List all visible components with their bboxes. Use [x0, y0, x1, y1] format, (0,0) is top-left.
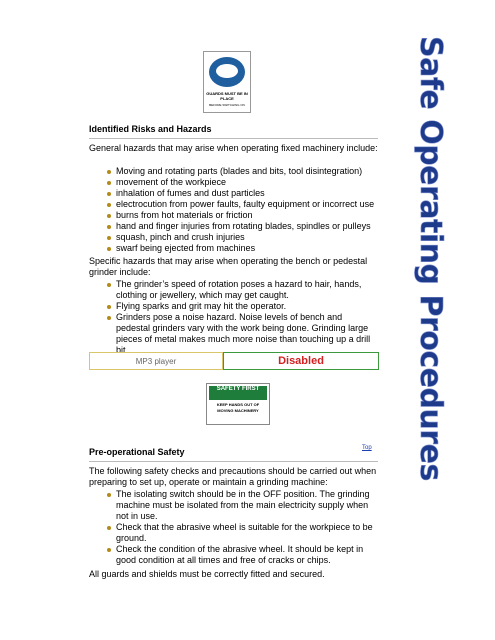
list-item: Grinders pose a noise hazard. Noise levels of bench and pedestal grinders vary with the work being done. Grinding large pieces of metal makes much more noise than touching up a drill bit. [105, 312, 378, 356]
list-item: electrocution from power faults, faulty equipment or incorrect use [105, 199, 378, 210]
guards-footer-text: All guards and shields must be correctly fitted and secured. [89, 569, 325, 579]
list-item: swarf being ejected from machines [105, 243, 378, 254]
list-item: squash, pinch and crush injuries [105, 232, 378, 243]
guard-pictogram-inner [216, 64, 238, 78]
divider [89, 461, 378, 462]
grinder-hazards-intro: Specific hazards that may arise when operating the bench or pedestal grinder include: [89, 256, 368, 277]
safety-sign-text: KEEP HANDS OUT OF MOVING MACHINERY [216, 402, 260, 413]
grinder-hazards-list [105, 279, 378, 356]
list-item: inhalation of fumes and dust particles [105, 188, 378, 199]
guards-sign-image [203, 51, 251, 113]
list-item: movement of the workpiece [105, 177, 378, 188]
section-heading-pre-operational: Pre-operational Safety [89, 447, 185, 457]
list-item: Check that the abrasive wheel is suitable for the workpiece to be ground. [105, 522, 378, 544]
top-link[interactable]: Top [362, 445, 372, 451]
list-item: burns from hot materials or friction [105, 210, 378, 221]
list-item: Flying sparks and grit may hit the operator. [105, 301, 378, 312]
page-title: Safe Operating Procedures [413, 36, 448, 481]
pre-operational-list [105, 489, 378, 566]
guard-sign-subtext: BEFORE SWITCHING ON [209, 103, 245, 107]
list-item: Check the condition of the abrasive wheel. It should be kept in good condition at all times and free of cracks or chips. [105, 544, 378, 566]
mp3-status-disabled: Disabled [223, 352, 379, 370]
general-hazards-list [105, 166, 378, 254]
vertical-page-title [412, 36, 452, 596]
list-item: hand and finger injuries from rotating blades, spindles or pulleys [105, 221, 378, 232]
list-item: The grinder’s speed of rotation poses a hazard to hair, hands, clothing or jewellery, which may get caught. [105, 279, 378, 301]
section-heading-risks: Identified Risks and Hazards [89, 124, 212, 134]
list-item: Moving and rotating parts (blades and bits, tool disintegration) [105, 166, 378, 177]
pre-operational-intro: The following safety checks and precautions should be carried out when preparing to set up, operate or maintain a grinding machine: [89, 466, 377, 487]
mp3-player[interactable]: MP3 player [89, 352, 223, 370]
list-item: The isolating switch should be in the OFF position. The grinding machine must be isolated from the main electricity supply when not in use. [105, 489, 378, 522]
guard-sign-text: GUARDS MUST BE IN PLACE [206, 91, 248, 101]
divider [89, 138, 378, 139]
risks-intro: General hazards that may arise when operating fixed machinery include: [89, 143, 378, 153]
safety-first-sign-image [206, 383, 270, 425]
mp3-player-row [89, 352, 379, 370]
safety-sign-title: SAFETY FIRST [209, 386, 267, 400]
